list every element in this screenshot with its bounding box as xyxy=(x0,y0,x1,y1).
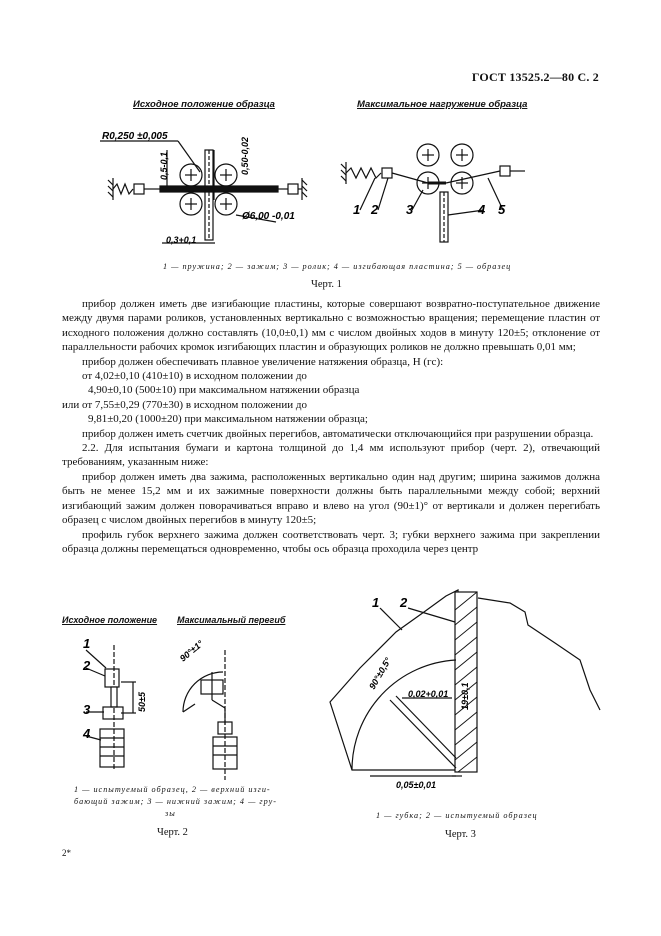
fig1-caption: 1 — пружина; 2 — зажим; 3 — ролик; 4 — изгибающая пластина; 5 — образец xyxy=(163,262,512,271)
fig1-dim-bottom: 0,3+0,1 xyxy=(166,235,197,245)
fig2-caption-line2: бающий зажим; 3 — нижний зажим; 4 — гру- xyxy=(74,797,277,806)
paragraph: прибор должен иметь два зажима, расположенных вертикально один над другим; ширина зажимов должна быть не менее 15,2 мм и их зажимные поверхности должны быть параллельными между собой; верхний изгибающий зажим должен поворачиваться вправо и влево на угол (90±1)° от вертикали и должен перегибать образец с числом двойных перегибов в минуту 120±5; xyxy=(62,470,600,527)
fig1-title: Черт. 1 xyxy=(311,279,342,290)
fig2-title: Черт. 2 xyxy=(157,827,188,838)
fig1-dim-gap-b: 0,50-0,02 xyxy=(240,136,250,175)
fig3-caption: 1 — губка; 2 — испытуемый образец xyxy=(376,811,538,820)
paragraph: профиль губок верхнего зажима должен соответствовать черт. 3; губки верхнего зажима при закреплении образца должны перемещаться одновременно, чтобы ось образца проходила через центр xyxy=(62,528,600,555)
fig1-number-1: 1 xyxy=(353,202,361,217)
fig1-dim-radius: R0,250 ±0,005 xyxy=(102,131,168,142)
fig2-caption-line3: зы xyxy=(165,809,176,818)
paragraph: 9,81±0,20 (1000±20) при максимальном натяжении образца; xyxy=(88,413,368,426)
fig2-number-1: 1 xyxy=(83,636,91,651)
fig2-angle: 90°±1° xyxy=(177,638,206,664)
paragraph: прибор должен иметь две изгибающие пластины, которые совершают возвратно-поступательное движение между двумя парами роликов, установленных вертикально с возможностью вращения; перемещение пластин от исходного положения должно составлять (10,0±0,1) мм с числом двойных ходов в минуту 120±5; отклонение от параллельности рабочих кромок изгибающих пластин и образующих роликов не должно превышать 0,01 мм; xyxy=(62,298,600,354)
fig1-number-2: 2 xyxy=(371,202,379,217)
fig1-label-initial: Исходное положение образца xyxy=(133,99,275,110)
paragraph: или от 7,55±0,29 (770±30) в исходном положении до xyxy=(62,398,307,411)
paragraph: от 4,02±0,10 (410±10) в исходном положении до xyxy=(82,370,307,383)
fig3-number-2: 2 xyxy=(400,595,408,610)
fig3-title: Черт. 3 xyxy=(445,829,476,840)
fig2-number-4: 4 xyxy=(83,726,91,741)
paragraph: прибор должен иметь счетчик двойных перегибов, автоматически отключающийся при разрушении образца. xyxy=(82,427,594,440)
page-number: 2* xyxy=(62,848,71,858)
fig1-number-3: 3 xyxy=(406,202,414,217)
paragraph: прибор должен обеспечивать плавное увеличение натяжения образца, Н (гс): xyxy=(82,355,444,368)
fig3-dim-b: 0,05±0,01 xyxy=(396,780,436,790)
fig1-dim-gap-a: 0,5-0,1 xyxy=(159,151,169,180)
fig2-number-2: 2 xyxy=(83,658,91,673)
fig3-dim-thick: 19±0,1 xyxy=(460,682,470,710)
fig3-dim-a: 0,02+0,01 xyxy=(408,689,449,699)
fig2-dim-height: 50±5 xyxy=(137,692,147,712)
fig2-label-max: Максимальный перегиб xyxy=(177,615,286,625)
fig2-label-initial: Исходное положение xyxy=(62,615,158,625)
fig2-number-3: 3 xyxy=(83,702,91,717)
fig1-label-max: Максимальное нагружение образца xyxy=(357,99,528,110)
fig3-angle: 90°±0,5° xyxy=(367,655,394,691)
fig1-number-5: 5 xyxy=(498,202,506,217)
fig1-number-4: 4 xyxy=(478,202,486,217)
paragraph: 4,90±0,10 (500±10) при максимальном натяжении образца xyxy=(88,384,360,397)
fig2-caption-line1: 1 — испытуемый образец, 2 — верхний изги- xyxy=(74,785,271,794)
document-header: ГОСТ 13525.2—80 С. 2 xyxy=(471,70,599,84)
fig3-number-1: 1 xyxy=(372,595,380,610)
paragraph: 2.2. Для испытания бумаги и картона толщиной до 1,4 мм используют прибор (черт. 2), отвечающий требованиям, указанным ниже: xyxy=(62,442,600,469)
fig1-dim-diameter: Ø6,00 -0,01 xyxy=(242,211,295,222)
